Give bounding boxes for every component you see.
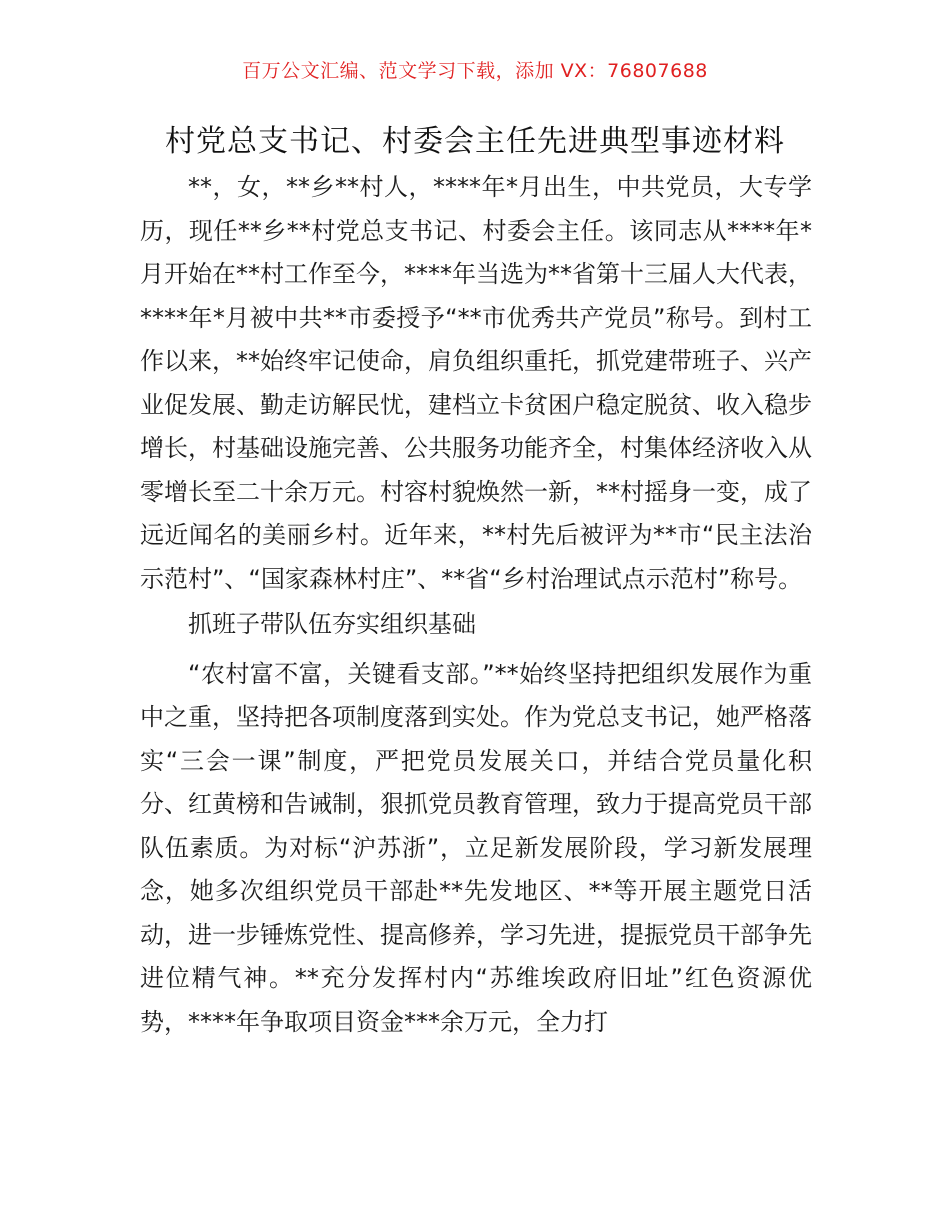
header-note: 百万公文汇编、范文学习下载，添加 VX：76807688 <box>242 60 708 82</box>
paragraph-intro: **，女，**乡**村人，****年*月出生，中共党员，大专学历，现任**乡**村党总支书记、村委会主任。该同志从****年*月开始在**村工作至今，****年当选为**省第十三届人大代表，****年*月被中共**市委授予“**市优秀共产党员”称号。到村工作以来，**始终牢记使命，肩负组织重托，抓党建带班子、兴产业促发展、勤走访解民忧，建档立卡贫困户稳定脱贫、收入稳步增长，村基础设施完善、公共服务功能齐全，村集体经济收入从零增长至二十余万元。村容村貌焕然一新，**村摇身一变，成了远近闻名的美丽乡村。近年来，**村先后被评为**市“民主法治示范村”、“国家森林村庄”、**省“乡村治理试点示范村”称号。 <box>140 173 812 593</box>
section-heading: 抓班子带队伍夯实组织基础 <box>188 610 476 638</box>
paragraph-organization: “农村富不富，关键看支部。”**始终坚持把组织发展作为重中之重，坚持把各项制度落到实处。作为党总支书记，她严格落实“三会一课”制度，严把党员发展关口，并结合党员量化积分、红黄榜和告诫制，狠抓党员教育管理，致力于提高党员干部队伍素质。为对标“沪苏浙”，立足新发展阶段，学习新发展理念，她多次组织党员干部赴**先发地区、**等开展主题党日活动，进一步锤炼党性、提高修养，学习先进，提振党员干部争先进位精气神。**充分发挥村内“苏维埃政府旧址”红色资源优势，****年争取项目资金***余万元，全力打 <box>140 659 812 1036</box>
document-title: 村党总支书记、村委会主任先进典型事迹材料 <box>165 124 785 159</box>
document-body <box>140 166 812 1044</box>
